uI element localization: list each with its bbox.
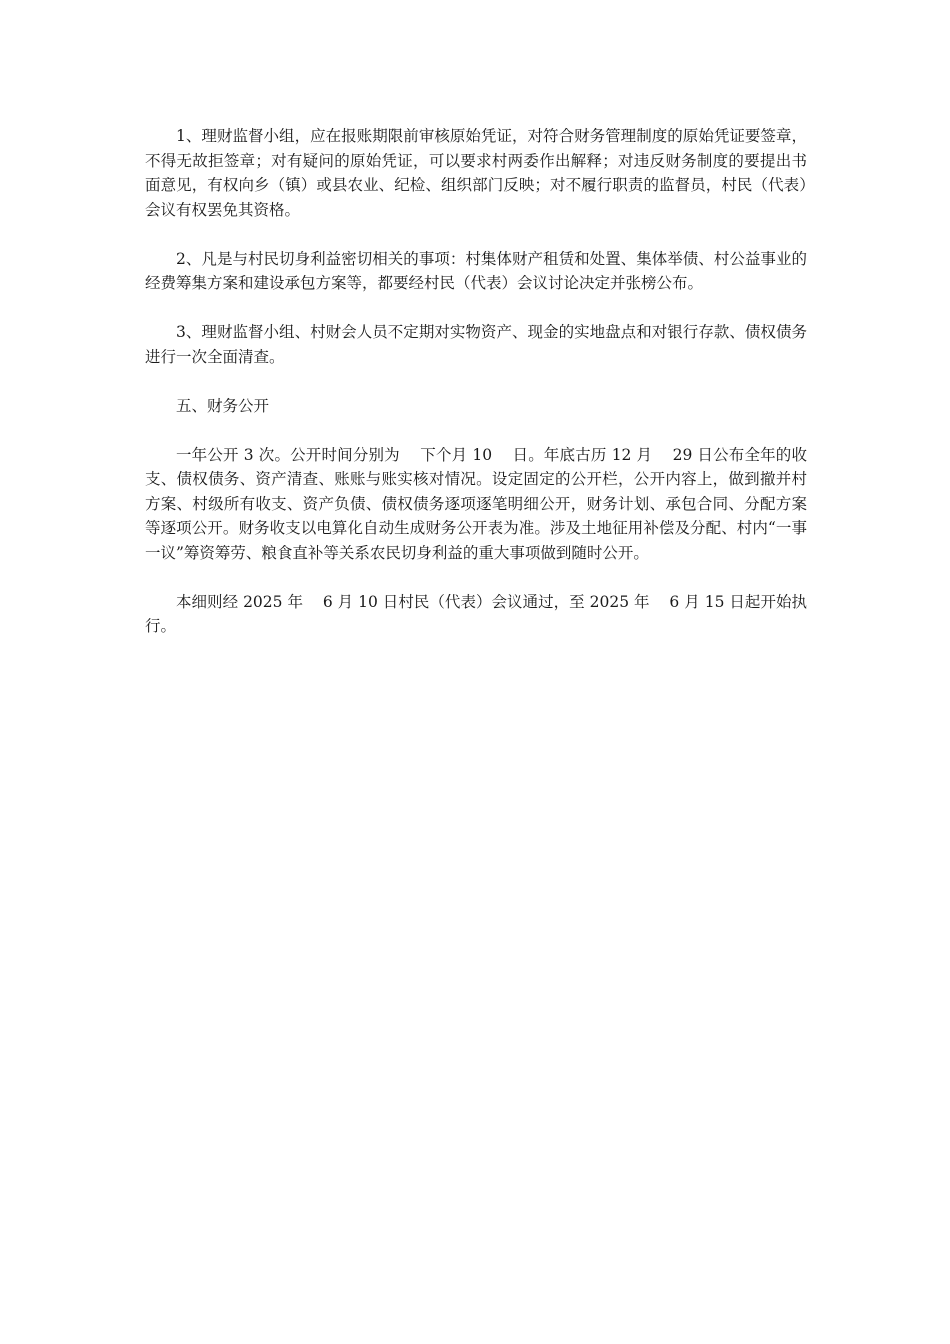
paragraph-effective-date: 本细则经 2025 年 6 月 10 日村民（代表）会议通过，至 2025 年 6 月 15 日起开始执行。 (145, 592, 807, 635)
paragraph-asset-inventory: 3、理财监督小组、村财会人员不定期对实物资产、现金的实地盘点和对银行存款、债权债务进行一次全面清查。 (145, 323, 807, 366)
document-body (145, 124, 807, 663)
paragraph-supervision-duties: 1、理财监督小组，应在报账期限前审核原始凭证，对符合财务管理制度的原始凭证要签章，不得无故拒签章；对有疑问的原始凭证，可以要求村两委作出解释；对违反财务制度的要提出书面意见，有权向乡（镇）或县农业、纪检、组织部门反映；对不履行职责的监督员，村民（代表）会议有权罢免其资格。 (145, 127, 807, 219)
paragraph-disclosure-schedule: 一年公开 3 次。公开时间分别为 下个月 10 日。年底古历 12 月 29 日公布全年的收支、债权债务、资产清查、账账与账实核对情况。设定固定的公开栏，公开内容上，做到撤并村方案、村级所有收支、资产负债、债权债务逐项逐笔明细公开，财务计划、承包合同、分配方案等逐项公开。财务收支以电算化自动生成财务公开表为准。涉及土地征用补偿及分配、村内“一事一议”筹资筹劳、粮食直补等关系农民切身利益的重大事项做到随时公开。 (145, 445, 807, 562)
paragraph-villager-matters: 2、凡是与村民切身利益密切相关的事项：村集体财产租赁和处置、集体举债、村公益事业的经费筹集方案和建设承包方案等，都要经村民（代表）会议讨论决定并张榜公布。 (145, 249, 807, 292)
section-heading-financial-disclosure: 五、财务公开 (176, 396, 270, 415)
